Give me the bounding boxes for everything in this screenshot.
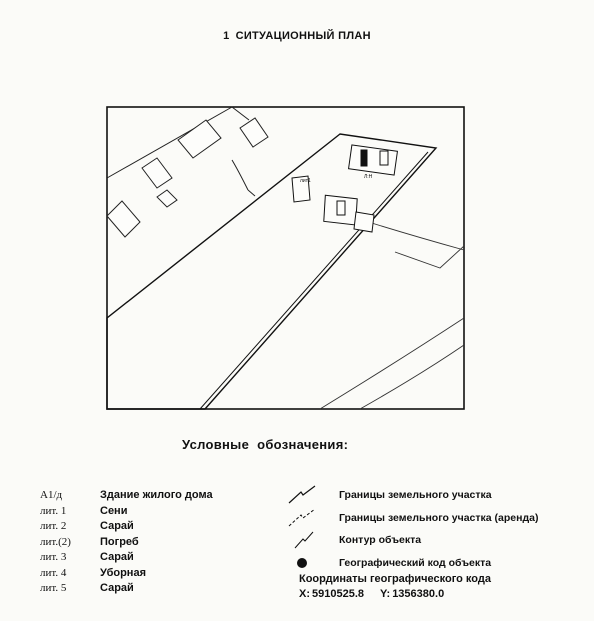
symbol-label: Границы земельного участка (аренда) <box>339 511 539 524</box>
legend-item <box>40 550 213 566</box>
y-label: Y: <box>380 588 391 600</box>
legend-code: лит. 4 <box>40 566 67 579</box>
lease-boundary-icon <box>287 507 337 529</box>
legend-title <box>182 437 348 452</box>
legend-item <box>40 566 213 582</box>
x-value: 5910525.8 <box>312 588 364 600</box>
geocode-coordinates <box>299 572 491 602</box>
symbol-legend-list <box>287 484 538 574</box>
legend-name: Сарай <box>100 551 134 563</box>
legend-item <box>40 581 213 597</box>
legend-name: Сарай <box>100 520 134 532</box>
legend-name: Сени <box>100 504 128 517</box>
legend-code: лит. 2 <box>40 520 67 532</box>
title-text: СИТУАЦИОННЫЙ ПЛАН <box>235 30 371 42</box>
legend-code: лит. 3 <box>40 551 67 563</box>
legend-item <box>40 488 213 504</box>
plan-frame <box>107 107 464 409</box>
legend-name: Погреб <box>100 535 139 548</box>
building-legend-list <box>40 488 213 597</box>
symbol-legend-item <box>287 552 538 575</box>
legend-name: Сарай <box>100 582 134 594</box>
legend-code: лит.(2) <box>40 535 71 548</box>
land-boundary-icon <box>287 484 337 506</box>
legend-item <box>40 519 213 535</box>
symbol-legend-item <box>287 529 538 552</box>
main-house-label: Л:Н <box>364 174 373 180</box>
x-label: X: <box>299 588 310 600</box>
shed-label: лит1 <box>300 178 311 184</box>
y-value: 1356380.0 <box>392 588 445 600</box>
symbol-label: Географический код объекта <box>339 556 492 569</box>
symbol-label: Контур объекта <box>339 534 422 547</box>
plot-buildings <box>292 145 397 232</box>
coordinates-heading: Координаты географического кода <box>299 573 491 585</box>
legend-title-word2: обозначения: <box>257 437 349 452</box>
geocode-dot-icon <box>287 552 337 574</box>
legend-title-word1: Условные <box>182 437 250 452</box>
legend-code: лит. 1 <box>40 504 67 517</box>
neighbor-lots <box>107 107 255 196</box>
legend-item <box>40 535 213 551</box>
legend-name: Здание жилого дома <box>100 489 213 501</box>
road-lines <box>320 220 464 409</box>
neighbor-buildings <box>107 118 268 237</box>
object-contour-icon <box>287 529 337 551</box>
symbol-legend-item <box>287 484 538 507</box>
legend-item <box>40 504 213 520</box>
coordinates-values <box>299 587 491 602</box>
title-number: 1 <box>223 30 230 42</box>
symbol-label: Границы земельного участка <box>339 489 492 502</box>
legend-code: лит. 5 <box>40 582 67 594</box>
legend-code: А1/д <box>40 489 63 501</box>
symbol-legend-item <box>287 507 538 530</box>
legend-name: Уборная <box>100 566 146 579</box>
